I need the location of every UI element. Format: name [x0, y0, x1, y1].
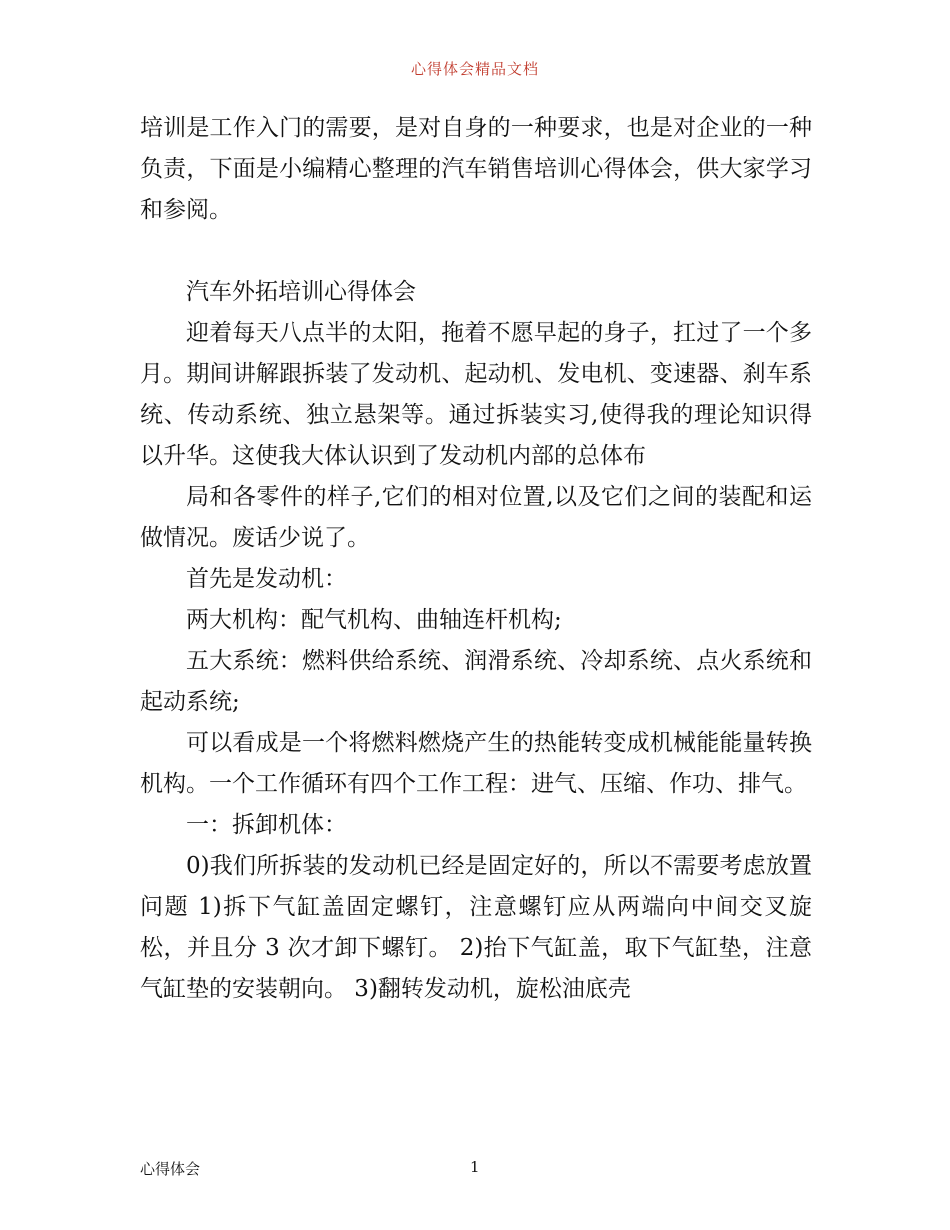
body-paragraph: 可以看成是一个将燃料燃烧产生的热能转变成机械能能量转换机构。一个工作循环有四个工作工程：进气、压缩、作功、排气。	[140, 730, 812, 797]
page-header: 心得体会精品文档	[410, 60, 539, 78]
body-paragraph: 一：拆卸机体：	[186, 812, 347, 838]
intro-paragraph: 培训是工作入门的需要，是对自身的一种要求，也是对企业的一种负责，下面是小编精心整理的汽车销售培训心得体会，供大家学习和参阅。	[140, 115, 812, 223]
body-paragraph: 两大机构：配气机构、曲轴连杆机构;	[186, 607, 562, 633]
footer-label: 心得体会	[140, 1160, 201, 1178]
body-paragraph: 首先是发动机：	[186, 566, 347, 592]
body-paragraph: 局和各零件的样子,它们的相对位置,以及它们之间的装配和运做情况。废话少说了。	[140, 484, 812, 551]
document-body	[140, 108, 812, 1010]
section-title: 汽车外拓培训心得体会	[186, 279, 416, 305]
body-paragraph: 0)我们所拆装的发动机已经是固定好的，所以不需要考虑放置问题 1)拆下气缸盖固定螺钉，注意螺钉应从两端向中间交叉旋松，并且分 3 次才卸下螺钉。 2)抬下气缸盖，取下气缸垫，注意气缸垫的安装朝向。 3)翻转发动机，旋松油底壳	[140, 853, 812, 1002]
body-paragraph: 迎着每天八点半的太阳，拖着不愿早起的身子，扛过了一个多月。期间讲解跟拆装了发动机、起动机、发电机、变速器、刹车系统、传动系统、独立悬架等。通过拆装实习,使得我的理论知识得以升华。这使我大体认识到了发动机内部的总体布	[140, 320, 812, 469]
body-paragraph: 五大系统：燃料供给系统、润滑系统、冷却系统、点火系统和起动系统;	[140, 648, 812, 715]
page-number: 1	[470, 1158, 480, 1176]
